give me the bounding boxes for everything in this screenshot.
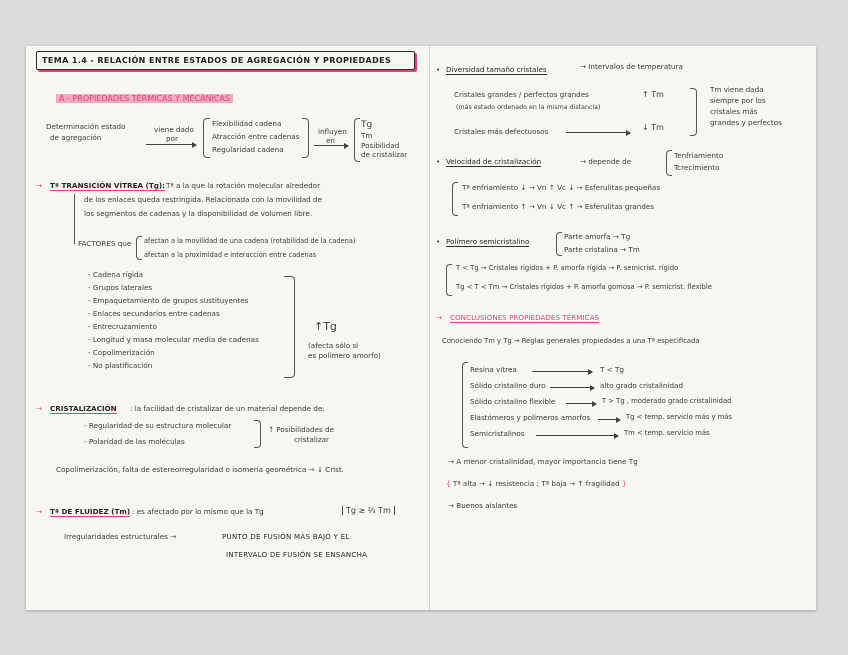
tg-list-item: - Enlaces secundarios entre cadenas [88,309,220,318]
column-divider [429,46,430,610]
semi-cristalina: Parte cristalina → Tm [564,245,640,254]
agg-dep-2: por [166,134,178,143]
tg-desc-1: Tª a la que la rotación molecular alrededor [166,181,321,190]
bullet-dot: • [436,237,441,246]
fluidez-irregular: Irregularidades estructurales → [64,532,177,541]
conc-row-label: Elastómeros y polímeros amorfos [470,413,591,422]
conc-heading: CONCLUSIONES PROPIEDADES TÉRMICAS [450,313,600,322]
conc-desc: Conociendo Tm y Tg → Reglas generales propiedades a una Tª especificada [442,337,700,345]
agg-brace-right [302,118,309,158]
vel-case-1: Tª enfriamiento ↓ → Vn ↑ Vc ↓ → Esferulitas pequeñas [462,183,661,192]
cryst-item-2: - Polaridad de las moléculas [84,437,185,446]
tg-list-item: - Cadena rígida [88,270,144,279]
tg-desc-3: los segmentos de cadenas y la disponibilidad de volumen libre. [84,209,313,218]
tg-result-note-2: es polímero amorfo) [308,351,381,360]
tg-result-note-1: (afecta sólo si [308,341,359,350]
cryst-heading: CRISTALIZACIÓN [50,404,117,413]
notebook-page [26,46,816,610]
rule-2: { Tª alta → ↓ resistencia ; Tª baja → ↑ fragilidad } [446,479,627,488]
semi-case-2: Tg < T < Tm → Cristales rígidos + P. amorfa gomosa → P. semicrist. flexible [456,283,712,291]
tm-note: siempre por los [710,96,766,105]
cryst-result-2: cristalizar [294,435,329,444]
page-title: TEMA 1.4 - RELACIÓN ENTRE ESTADOS DE AGREGACIÓN Y PROPIEDADES [42,56,392,65]
tg-list-item: - Empaquetamiento de grupos sustituyentes [88,296,249,305]
rule-1: → A menor cristalinidad, mayor importancia tiene Tg [448,457,638,466]
cryst-bullet: → [36,404,43,413]
tg-list-item: - Grupos laterales [88,283,153,292]
conc-brace [462,362,468,448]
small-crystals: Cristales más defectuosos [454,127,549,136]
agg-dep-1: viene dado [154,125,194,134]
fluidez-consequence-1: PUNTO DE FUSIÓN MÁS BAJO Y EL [222,533,350,541]
fluidez-consequence-2: INTERVALO DE FUSIÓN SE ENSANCHA [226,551,368,559]
semi-heading: Polímero semicristalino [446,237,530,246]
vel-heading: Velocidad de cristalización [446,157,542,166]
conc-row-label: Sólido cristalino flexible [470,397,556,406]
rule-3: → Buenos aislantes [448,501,518,510]
vel-dep-1: Tenfriamiento [674,151,724,160]
big-crystals-note: (más estado ordenado en la misma distancia) [456,104,601,111]
rule-2b: Tª baja → ↑ fragilidad [541,479,620,488]
semi-cases-brace [446,264,452,296]
agg-brace-left [203,118,210,158]
div-heading: Diversidad tamaño cristales [446,65,547,74]
cryst-brace [254,420,261,448]
tg-list-item: - No plastificación [88,361,153,370]
conc-row-value: Tg < temp. servicio más y más [626,413,732,421]
agg-arrow-2 [314,145,348,146]
agg-inf-1: influyen [318,127,347,136]
tm-note: cristales más [710,107,758,116]
conc-row-value: alto grado cristalinidad [600,381,684,390]
agg-out-tg: Tg [361,120,373,130]
tg-vline [74,194,75,244]
tg-bullet: → [36,181,43,190]
agg-label-2: de agregación [50,133,102,142]
tm-brace [690,88,697,136]
section-a-heading [56,94,233,103]
tg-factores: FACTORES que [78,239,132,248]
agg-out-tm: Tm [361,131,373,140]
agg-out-crist: de cristalizar [361,150,408,159]
vel-cases-brace [452,182,458,216]
semi-amorfa: Parte amorfa → Tg [564,232,631,241]
semi-brace [556,232,562,256]
small-arrow [566,132,630,133]
bullet-dot: • [436,65,441,74]
semi-case-1: T < Tg → Cristales rígidos + P. amorfa rígida → P. semicrist. rígido [456,264,679,272]
conc-row-arrow [532,371,592,372]
agg-item-2: Atracción entre cadenas [212,132,300,141]
big-result: ↑ Tm [642,90,664,99]
conc-row-label: Sólido cristalino duro [470,381,546,390]
tg-factor-2: afectan a la proximidad e interacción entre cadenas [144,251,317,259]
vel-depends: → depende de [580,157,632,166]
vel-brace [666,150,672,176]
tg-list-item: - Entrecruzamiento [88,322,157,331]
tg-list-item: - Longitud y masa molecular media de cadenas [88,335,259,344]
div-arrow-text: → Intervalos de temperatura [580,62,683,71]
tg-factores-brace [136,236,142,260]
tg-heading: Tª TRANSICIÓN VÍTREA (Tg): [50,181,166,190]
tm-note: Tm viene dada [710,85,764,94]
fluidez-relation: Tg ≥ ⅔ Tm [342,506,395,515]
agg-out-brace [354,118,360,162]
conc-row-arrow [566,403,596,404]
conc-row-value: T > Tg , moderado grado cristalinidad [602,397,732,405]
cryst-desc: : la facilidad de cristalizar de un material depende de: [130,404,325,413]
big-crystals: Cristales grandes / perfectos grandes [454,90,589,99]
agg-arrow-1 [146,144,196,145]
fluidez-heading: Tª DE FLUIDEZ (Tm) [50,507,131,516]
tg-list-brace [284,276,295,378]
cryst-result-1: ↑ Posibilidades de [268,425,335,434]
small-result: ↓ Tm [642,123,664,132]
cryst-copo: Copolimerización, falta de estereorregularidad o isomería geométrica → ↓ Crist. [56,465,344,474]
agg-item-1: Flexibilidad cadena [212,119,282,128]
vel-dep-2: Tcrecimiento [674,163,720,172]
tg-result: ↑Tg [314,320,337,333]
vel-case-2: Tª enfriamiento ↑ → Vn ↓ Vc ↑ → Esferulitas grandes [462,202,655,211]
conc-row-value: T < Tg [600,365,624,374]
conc-row-arrow [598,419,620,420]
agg-item-3: Regularidad cadena [212,145,284,154]
tg-factor-1: afectan a la movilidad de una cadena (rotabilidad de la cadena) [144,237,356,245]
conc-bullet: → [436,313,443,322]
tg-list-item: - Copolimerización [88,348,155,357]
section-a-label: A - PROPIEDADES TÉRMICAS Y MECÁNICAS [56,94,233,103]
tm-note: grandes y perfectos [710,118,782,127]
conc-row-arrow [536,435,618,436]
cryst-item-1: - Regularidad de su estructura molecular [84,421,232,430]
tg-desc-2: de los enlaces queda restringida. Relacionada con la movilidad de [84,195,323,204]
fluidez-desc: : es afectado por lo mismo que la Tg [132,507,264,516]
conc-row-value: Tm < temp. servicio más [624,429,710,437]
conc-row-label: Resina vítrea [470,365,517,374]
agg-label-1: Determinación estado [46,122,126,131]
rule-2a: Tª alta → ↓ resistencia [452,479,535,488]
bullet-dot: • [436,157,441,166]
fluidez-bullet: → [36,507,43,516]
agg-out-pos: Posibilidad [361,141,400,150]
conc-row-arrow [550,387,594,388]
conc-row-label: Semicristalinos [470,429,525,438]
agg-inf-2: en [326,136,335,145]
